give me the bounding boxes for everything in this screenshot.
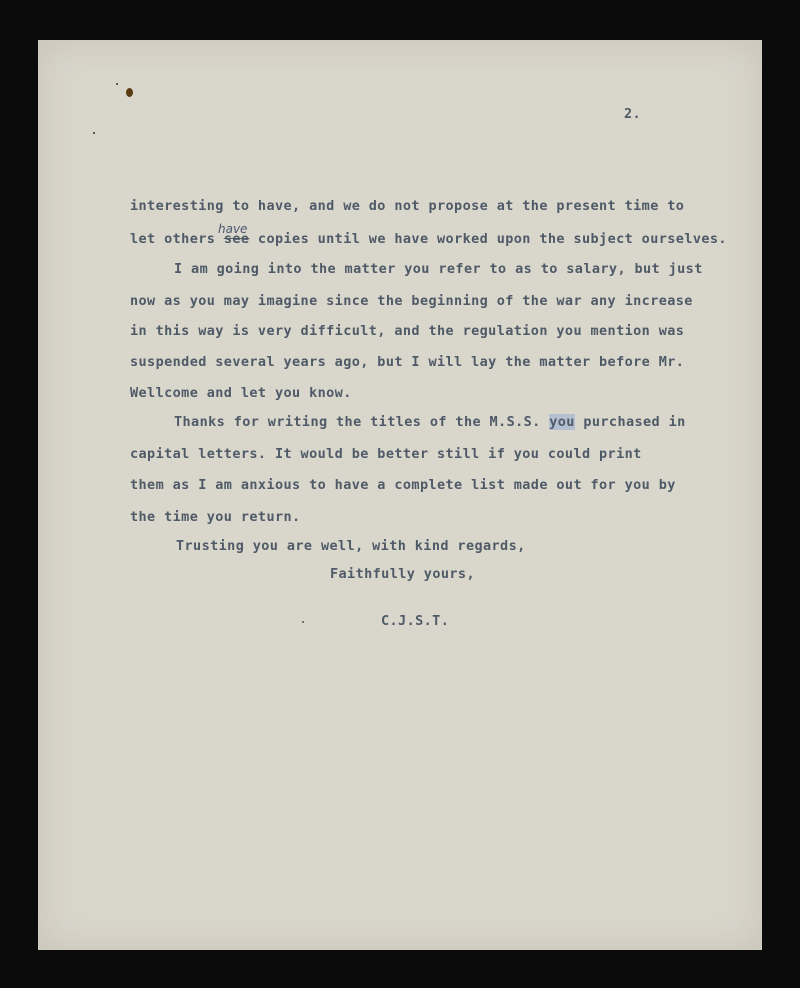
valediction: Faithfully yours, <box>330 566 475 582</box>
body-line: Wellcome and let you know. <box>130 385 352 401</box>
body-line: now as you may imagine since the beginning of the war any increase <box>130 293 693 309</box>
page-number: 2. <box>624 106 642 122</box>
body-line: the time you return. <box>130 509 301 525</box>
body-line: interesting to have, and we do not propose at the present time to <box>130 198 685 214</box>
body-line: in this way is very difficult, and the regulation you mention was <box>130 323 685 339</box>
body-text: purchased in <box>574 414 686 430</box>
body-line: I am going into the matter you refer to as to salary, but just <box>174 261 703 277</box>
ink-dot-mark <box>302 621 304 623</box>
highlighted-word: you <box>549 414 575 430</box>
closing-line: Trusting you are well, with kind regards, <box>176 538 526 554</box>
body-line: suspended several years ago, but I will lay the matter before Mr. <box>130 354 685 370</box>
body-line: capital letters. It would be better still if you could print <box>130 446 642 462</box>
ink-dot-mark <box>93 132 95 134</box>
signature-initials: C.J.S.T. <box>381 613 450 629</box>
body-text: Thanks for writing the titles of the M.S.S. <box>174 414 550 430</box>
body-line <box>174 414 686 430</box>
body-text: let others <box>130 231 224 247</box>
handwritten-insertion: have <box>218 222 248 236</box>
ink-dot-mark <box>116 83 118 85</box>
struck-word: see <box>223 231 250 247</box>
ink-stain-mark <box>126 88 133 97</box>
body-line: them as I am anxious to have a complete list made out for you by <box>130 477 676 493</box>
letter-page <box>38 40 762 950</box>
body-text: copies until we have worked upon the subject ourselves. <box>249 231 727 247</box>
